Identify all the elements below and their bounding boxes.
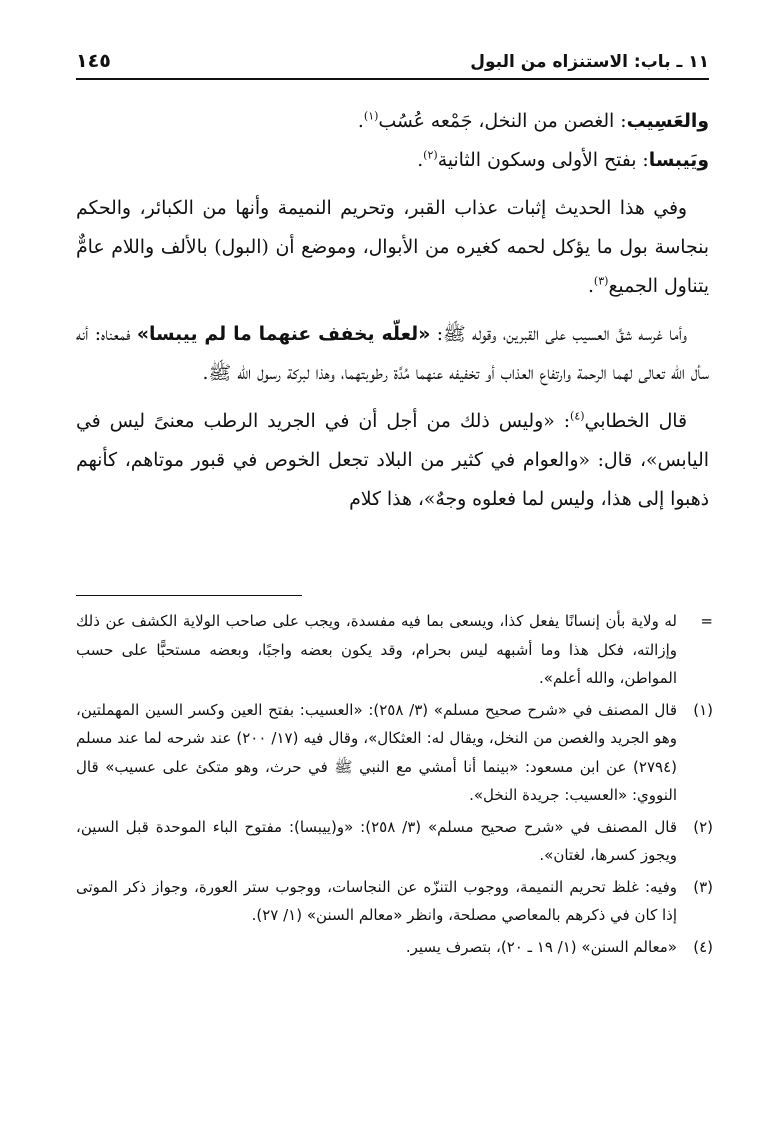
paragraph-planting-explanation: فمعناه: أنه سأل الله تعالى لهما الرحمة وارتفاع العذاب أو تخفيفه عنهما مُدَّة رطوبتهما، وهذا لبركة رسول الله ﷺ. <box>76 324 709 384</box>
definition-asib-text: : الغصن من النخل، جَمْعه عُسُب <box>378 111 627 132</box>
footnote-ref-2[interactable]: (٢) <box>423 148 438 162</box>
khattabi-quote: : «وليس ذلك من أجل أن في الجريد الرطب معنىً ليس في اليابس»، قال: «والعوام في كثير من البلاد تجعل الخوص في قبور موتاهم، كأنهم ذهبوا إلى هذا، وليس لما فعلوه وجهٌ»، هذا كلام <box>76 411 709 510</box>
khattabi-name: قال الخطابي <box>584 411 687 432</box>
hadith-quote: «لعلّه يخفف عنهما ما لم ييبسا» <box>136 324 431 345</box>
footnote-text: وفيه: غلظ تحريم النميمة، ووجوب التنزّه عن النجاسات، ووجوب ستر العورة، وجواز ذكر الموتى إذا كان في ذكرهم بالمعاصي مصلحة، وانظر «معالم السنن» (١/ ٢٧). <box>76 877 677 924</box>
paragraph-planting-intro: وأما غرسه شقَّ العسيب على القبرين، وقوله ﷺ: <box>430 324 687 345</box>
term-asib: والعَسِيب <box>626 111 709 132</box>
footnote-text: له ولاية بأن إنسانًا يفعل كذا، ويسعى بما فيه مفسدة، ويجب على صاحب الولاية الكشف عن ذلك وإزالته، فكل هذا وما أشبهه ليس بحرام، وقد يكون بعضه واجبًا، وبعضه مستحبًّا على حسب المواطن، والله أعلم». <box>76 612 677 687</box>
footnote-divider <box>76 595 302 596</box>
footnotes <box>76 607 713 964</box>
definition-asib <box>76 102 709 141</box>
page-header <box>76 44 709 80</box>
footnote-4 <box>76 933 713 962</box>
footnote-3 <box>76 873 713 930</box>
definition-yaybasa-text: : بفتح الأولى وسكون الثانية <box>437 150 649 171</box>
definition-yaybasa <box>76 141 709 180</box>
footnote-number: (٣) <box>693 877 713 896</box>
footnote-text: «معالم السنن» (١/ ١٩ ـ ٢٠)، بتصرف يسير. <box>405 937 677 956</box>
page-number: ١٤٥ <box>76 50 111 72</box>
footnote-number: (٤) <box>693 937 713 956</box>
punctuation: . <box>417 150 424 171</box>
continuation-mark: = <box>700 612 713 630</box>
footnote-1 <box>76 696 713 810</box>
term-yaybasa: ويَيبسا <box>648 150 709 171</box>
footnote-text: قال المصنف في «شرح صحيح مسلم» (٣/ ٢٥٨): «و(ييبسا): مفتوح الباء الموحدة قبل السين، ويجوز كسرها، لغتان». <box>76 817 678 864</box>
paragraph-rulings-text: وفي هذا الحديث إثبات عذاب القبر، وتحريم النميمة وأنها من الكبائر، والحكم بنجاسة بول ما يؤكل لحمه كغيره من الأبوال، وموضع أن (البول) بالألف واللام عامٌّ يتناول الجميع <box>76 198 709 297</box>
footnote-2 <box>76 813 713 870</box>
footnote-number: (١) <box>693 700 713 719</box>
footnote-number: (٢) <box>693 817 713 836</box>
main-text <box>76 102 709 519</box>
punctuation: . <box>357 111 364 132</box>
chapter-title: ١١ ـ باب: الاستنزاه من البول <box>470 52 709 72</box>
paragraph-khattabi <box>76 402 709 519</box>
paragraph-rulings <box>76 189 709 306</box>
paragraph-planting <box>76 315 709 393</box>
footnote-ref-1[interactable]: (١) <box>363 109 379 123</box>
footnote-text: قال المصنف في «شرح صحيح مسلم» (٣/ ٢٥٨): «العسيب: بفتح العين وكسر السين المهملتين، وهو الجريد والغصن من النخل، ويقال له: العثكال»، وقال فيه (١٧/ ٢٠٠) عند شرحه لما عند مسلم (٢٧٩٤) عن ابن مسعود: «بينما أنا أمشي مع النبي ﷺ في حرث، وهو متكئ على عسيب» قال النووي: «العسيب: جريدة النخل». <box>76 700 678 804</box>
footnote-continued <box>76 607 713 693</box>
punctuation: . <box>587 276 594 297</box>
footnote-ref-4[interactable]: (٤) <box>570 409 585 423</box>
footnote-ref-3[interactable]: (٣) <box>593 274 609 288</box>
